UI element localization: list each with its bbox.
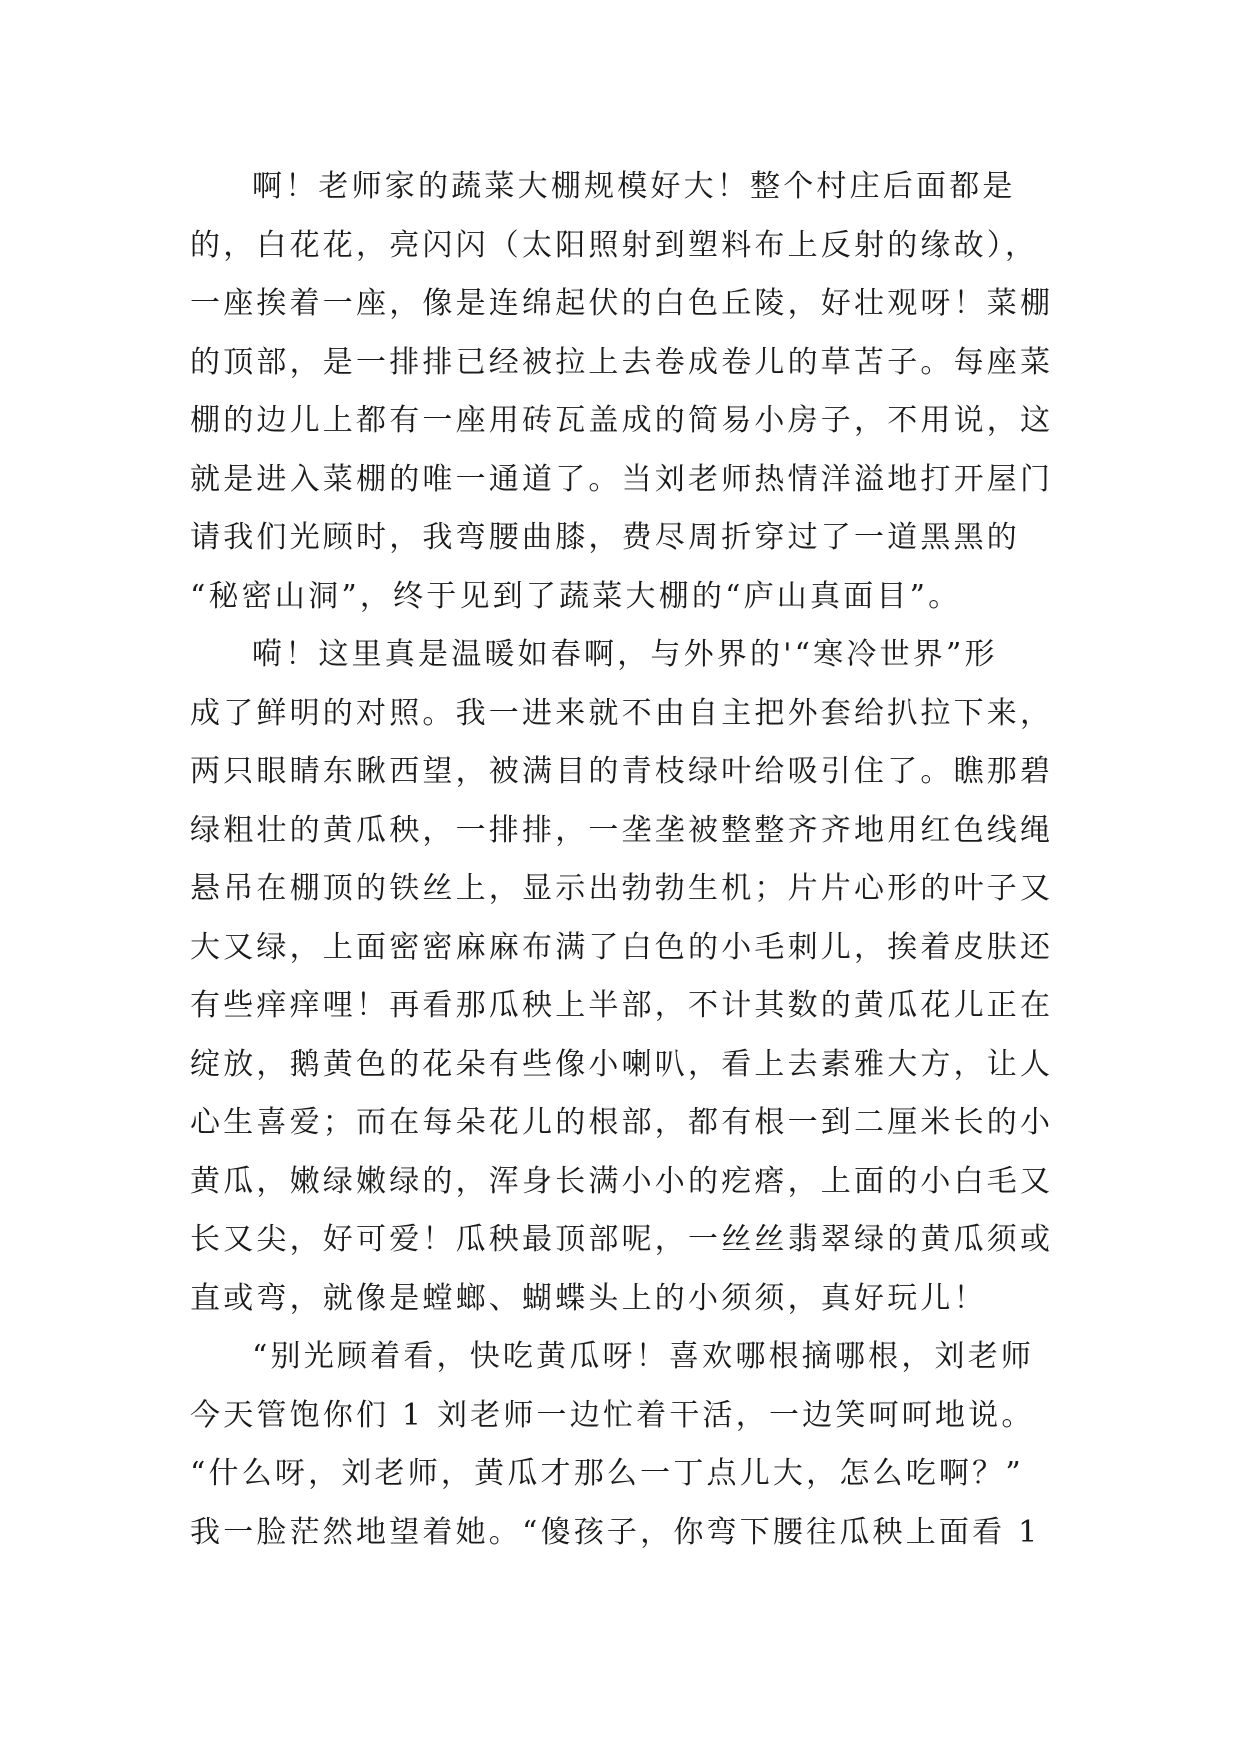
text-line: “别光顾着看，快吃黄瓜呀！喜欢哪根摘哪根，刘老师	[252, 1339, 1035, 1374]
text-line: 大又绿，上面密密麻麻布满了白色的小毛刺儿，挨着皮肤还	[190, 929, 1054, 965]
text-line: 的顶部，是一排排已经被拉上去卷成卷儿的草苫子。每座菜	[190, 344, 1054, 380]
text-line: 啊！老师家的蔬菜大棚规模好大！整个村庄后面都是	[252, 169, 1016, 204]
text-line: 棚的边儿上都有一座用砖瓦盖成的简易小房子，不用说，这	[190, 403, 1054, 438]
text-line: 绿粗壮的黄瓜秧，一排排，一垄垄被整整齐齐地用红色线绳	[190, 812, 1054, 848]
text-line: “什么呀，刘老师，黄瓜才那么一丁点儿大，怎么吃啊？”	[190, 1456, 1024, 1491]
text-line: 我一脸茫然地望着她。“傻孩子，你弯下腰往瓜秧上面看 1	[190, 1514, 1041, 1550]
text-line: 今天管饱你们 1 刘老师一边忙着干活，一边笑呵呵地说。	[190, 1397, 1035, 1433]
text-line: 长又尖，好可爱！瓜秧最顶部呢，一丝丝翡翠绿的黄瓜须或	[190, 1222, 1054, 1257]
text-line: “秘密山洞”，终于见到了蔬菜大棚的“庐山真面目”。	[190, 578, 962, 614]
text-line: 绽放，鹅黄色的花朵有些像小喇叭，看上去素雅大方，让人	[190, 1046, 1054, 1082]
text-line: 悬吊在棚顶的铁丝上，显示出勃勃生机；片片心形的叶子又	[190, 871, 1054, 906]
text-line: 的，白花花，亮闪闪（太阳照射到塑料布上反射的缘故），	[190, 227, 1039, 263]
text-line: 就是进入菜棚的唯一通道了。当刘老师热情洋溢地打开屋门	[190, 461, 1054, 497]
text-line: 黄瓜，嫩绿嫩绿的，浑身长满小小的疙瘩，上面的小白毛又	[190, 1163, 1054, 1199]
text-line: 两只眼睛东瞅西望，被满目的青枝绿叶给吸引住了。瞧那碧	[190, 754, 1054, 789]
text-line: 成了鲜明的对照。我一进来就不由自主把外套给扒拉下来，	[190, 695, 1054, 731]
text-line: 直或弯，就像是螳螂、蝴蝶头上的小须须，真好玩儿！	[190, 1280, 987, 1316]
body-text	[190, 158, 1070, 1562]
paragraph-1	[190, 158, 1070, 626]
paragraph-2	[190, 626, 1070, 1328]
text-line: 有些痒痒哩！再看那瓜秧上半部，不计其数的黄瓜花儿正在	[190, 988, 1054, 1023]
text-line: 嗬！这里真是温暖如春啊，与外界的'“寒冷世界”形	[252, 637, 998, 672]
paragraph-3	[190, 1328, 1070, 1562]
text-line: 一座挨着一座，像是连绵起伏的白色丘陵，好壮观呀！菜棚	[190, 286, 1054, 321]
text-line: 请我们光顾时，我弯腰曲膝，费尽周折穿过了一道黑黑的	[190, 520, 1020, 555]
text-line: 心生喜爱；而在每朵花儿的根部，都有根一到二厘米长的小	[190, 1105, 1054, 1140]
